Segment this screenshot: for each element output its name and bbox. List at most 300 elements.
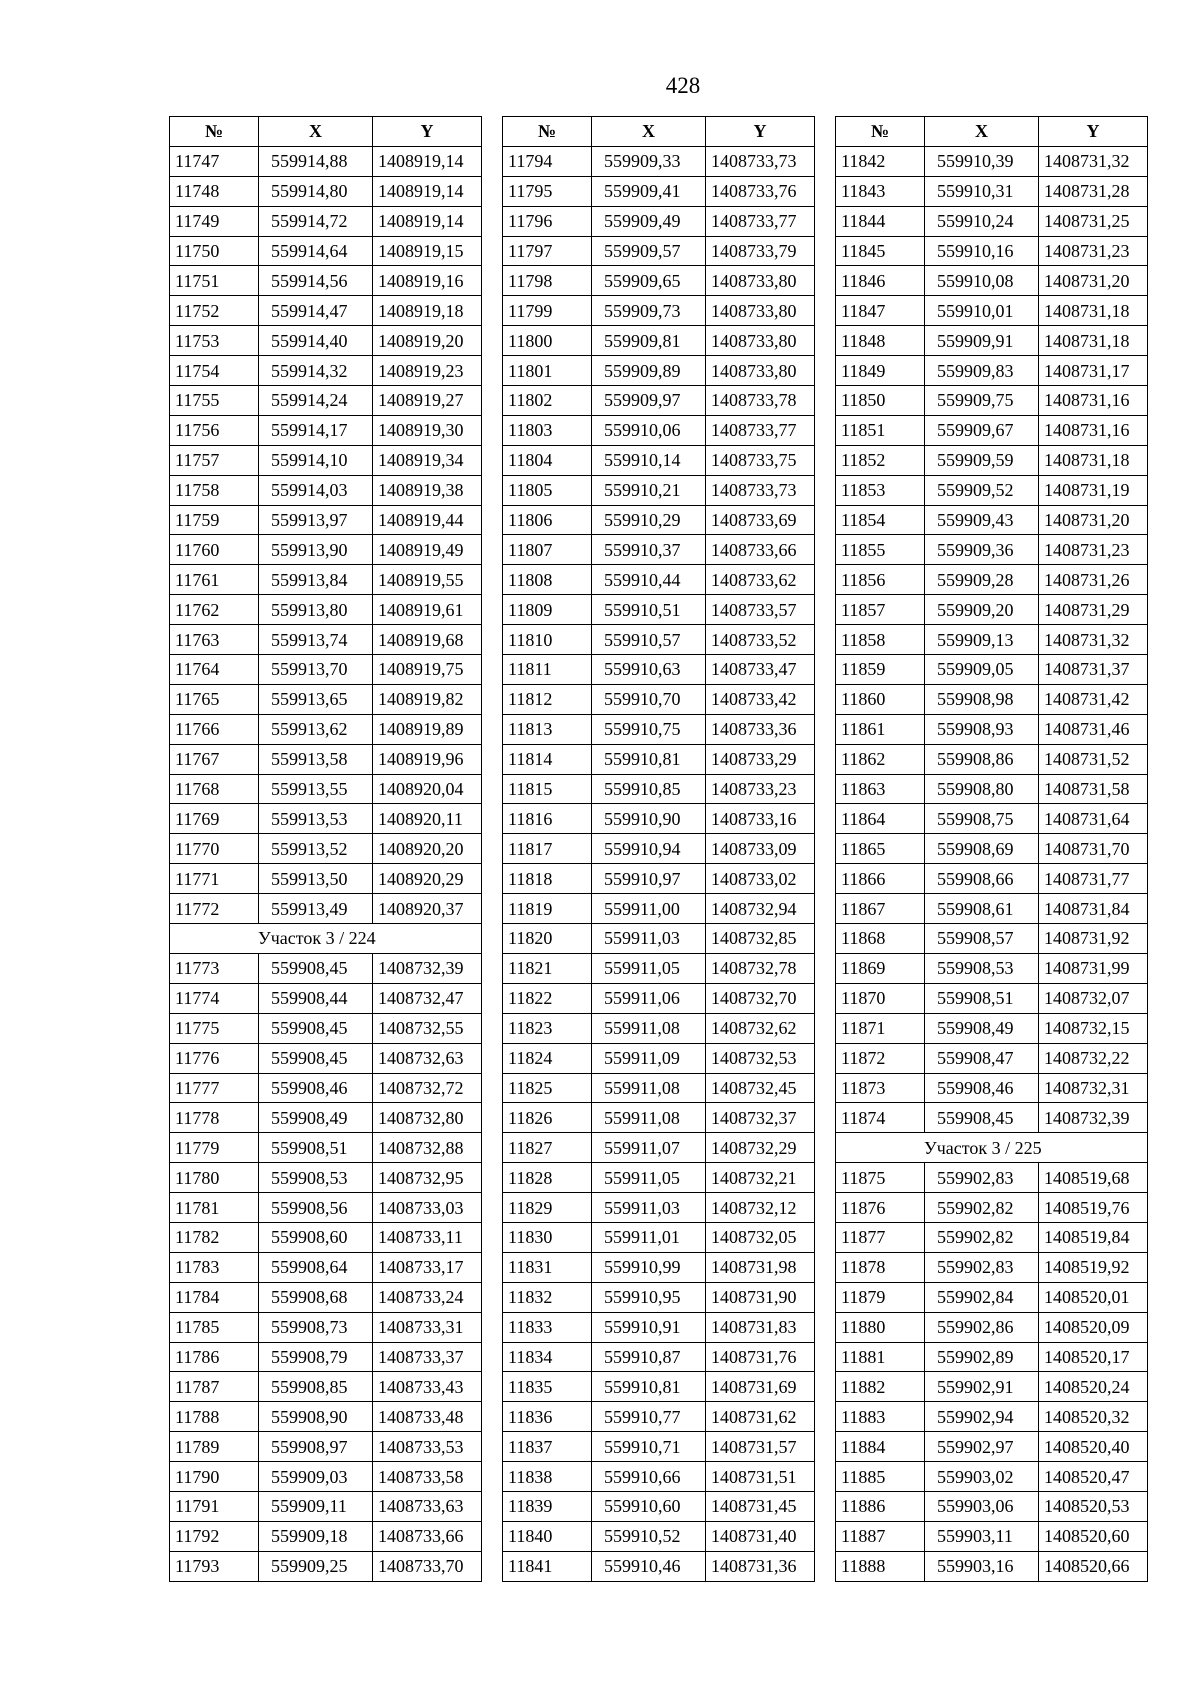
x-coordinate-cell: 559911,03 — [592, 924, 706, 954]
point-number-cell: 11769 — [170, 804, 259, 834]
x-coordinate-cell: 559908,46 — [925, 1073, 1039, 1103]
table-row — [170, 1073, 482, 1103]
x-coordinate-cell: 559909,20 — [925, 595, 1039, 625]
y-coordinate-cell: 1408731,40 — [706, 1521, 815, 1551]
table-row — [836, 475, 1148, 505]
x-coordinate-cell: 559910,31 — [925, 176, 1039, 206]
table-row — [503, 983, 815, 1013]
x-coordinate-cell: 559913,62 — [259, 714, 373, 744]
point-number-cell: 11752 — [170, 296, 259, 326]
x-coordinate-cell: 559911,05 — [592, 953, 706, 983]
table-row — [503, 744, 815, 774]
table-row — [503, 1491, 815, 1521]
table-row — [836, 1342, 1148, 1372]
point-number-cell: 11853 — [836, 475, 925, 505]
x-coordinate-cell: 559914,64 — [259, 236, 373, 266]
point-number-cell: 11886 — [836, 1491, 925, 1521]
x-coordinate-cell: 559908,69 — [925, 834, 1039, 864]
y-coordinate-cell: 1408919,30 — [373, 415, 482, 445]
x-coordinate-cell: 559902,94 — [925, 1402, 1039, 1432]
y-coordinate-cell: 1408731,92 — [1039, 924, 1148, 954]
table-row — [836, 1402, 1148, 1432]
point-number-cell: 11816 — [503, 804, 592, 834]
point-number-cell: 11849 — [836, 356, 925, 386]
y-coordinate-cell: 1408733,24 — [373, 1282, 482, 1312]
section-row — [836, 1133, 1148, 1163]
point-number-cell: 11791 — [170, 1491, 259, 1521]
table-row — [170, 296, 482, 326]
point-number-cell: 11808 — [503, 565, 592, 595]
table-row — [836, 1222, 1148, 1252]
y-coordinate-cell: 1408733,37 — [373, 1342, 482, 1372]
point-number-cell: 11877 — [836, 1222, 925, 1252]
x-coordinate-cell: 559913,49 — [259, 894, 373, 924]
table-row — [503, 475, 815, 505]
point-number-cell: 11748 — [170, 176, 259, 206]
point-number-cell: 11867 — [836, 894, 925, 924]
x-coordinate-cell: 559908,49 — [259, 1103, 373, 1133]
table-row — [170, 1402, 482, 1432]
table-row — [836, 864, 1148, 894]
y-coordinate-cell: 1408732,22 — [1039, 1043, 1148, 1073]
x-coordinate-cell: 559914,47 — [259, 296, 373, 326]
y-coordinate-cell: 1408919,23 — [373, 356, 482, 386]
x-coordinate-cell: 559908,60 — [259, 1222, 373, 1252]
y-coordinate-cell: 1408731,23 — [1039, 535, 1148, 565]
point-number-cell: 11831 — [503, 1252, 592, 1282]
x-coordinate-cell: 559909,67 — [925, 415, 1039, 445]
table-row — [170, 684, 482, 714]
y-coordinate-cell: 1408732,72 — [373, 1073, 482, 1103]
table-row — [503, 864, 815, 894]
point-number-cell: 11764 — [170, 655, 259, 685]
table-header-row — [836, 117, 1148, 147]
point-number-cell: 11787 — [170, 1372, 259, 1402]
x-coordinate-cell: 559909,11 — [259, 1491, 373, 1521]
y-coordinate-cell: 1408919,68 — [373, 625, 482, 655]
x-coordinate-cell: 559908,44 — [259, 983, 373, 1013]
point-number-cell: 11848 — [836, 326, 925, 356]
point-number-cell: 11795 — [503, 176, 592, 206]
x-coordinate-cell: 559910,94 — [592, 834, 706, 864]
table-row — [836, 535, 1148, 565]
x-coordinate-cell: 559908,86 — [925, 744, 1039, 774]
x-coordinate-cell: 559910,16 — [925, 236, 1039, 266]
y-coordinate-cell: 1408731,23 — [1039, 236, 1148, 266]
point-number-cell: 11855 — [836, 535, 925, 565]
point-number-cell: 11846 — [836, 266, 925, 296]
header-num: № — [836, 117, 925, 147]
point-number-cell: 11868 — [836, 924, 925, 954]
table-row — [503, 1133, 815, 1163]
table-row — [170, 1312, 482, 1342]
point-number-cell: 11847 — [836, 296, 925, 326]
x-coordinate-cell: 559914,40 — [259, 326, 373, 356]
table-row — [836, 744, 1148, 774]
table-row — [503, 1013, 815, 1043]
point-number-cell: 11775 — [170, 1013, 259, 1043]
y-coordinate-cell: 1408919,14 — [373, 146, 482, 176]
y-coordinate-cell: 1408919,44 — [373, 505, 482, 535]
x-coordinate-cell: 559913,58 — [259, 744, 373, 774]
point-number-cell: 11860 — [836, 684, 925, 714]
y-coordinate-cell: 1408733,79 — [706, 236, 815, 266]
header-y: Y — [373, 117, 482, 147]
point-number-cell: 11805 — [503, 475, 592, 505]
point-number-cell: 11884 — [836, 1432, 925, 1462]
x-coordinate-cell: 559914,72 — [259, 206, 373, 236]
table-row — [503, 505, 815, 535]
point-number-cell: 11834 — [503, 1342, 592, 1372]
y-coordinate-cell: 1408920,20 — [373, 834, 482, 864]
point-number-cell: 11799 — [503, 296, 592, 326]
table-row — [503, 714, 815, 744]
point-number-cell: 11753 — [170, 326, 259, 356]
y-coordinate-cell: 1408733,62 — [706, 565, 815, 595]
x-coordinate-cell: 559910,24 — [925, 206, 1039, 236]
x-coordinate-cell: 559910,21 — [592, 475, 706, 505]
y-coordinate-cell: 1408520,47 — [1039, 1462, 1148, 1492]
y-coordinate-cell: 1408733,80 — [706, 296, 815, 326]
y-coordinate-cell: 1408919,75 — [373, 655, 482, 685]
point-number-cell: 11793 — [170, 1551, 259, 1581]
y-coordinate-cell: 1408733,42 — [706, 684, 815, 714]
table-row — [503, 386, 815, 416]
y-coordinate-cell: 1408733,66 — [373, 1521, 482, 1551]
table-row — [503, 565, 815, 595]
point-number-cell: 11823 — [503, 1013, 592, 1043]
point-number-cell: 11872 — [836, 1043, 925, 1073]
point-number-cell: 11789 — [170, 1432, 259, 1462]
y-coordinate-cell: 1408731,20 — [1039, 505, 1148, 535]
table-header-row — [170, 117, 482, 147]
x-coordinate-cell: 559909,25 — [259, 1551, 373, 1581]
x-coordinate-cell: 559908,85 — [259, 1372, 373, 1402]
y-coordinate-cell: 1408919,27 — [373, 386, 482, 416]
table-row — [170, 1432, 482, 1462]
x-coordinate-cell: 559910,52 — [592, 1521, 706, 1551]
x-coordinate-cell: 559902,82 — [925, 1193, 1039, 1223]
table-row — [170, 953, 482, 983]
x-coordinate-cell: 559910,95 — [592, 1282, 706, 1312]
table-row — [836, 1163, 1148, 1193]
point-number-cell: 11765 — [170, 684, 259, 714]
x-coordinate-cell: 559911,07 — [592, 1133, 706, 1163]
table-row — [836, 1312, 1148, 1342]
point-number-cell: 11756 — [170, 415, 259, 445]
table-row — [170, 326, 482, 356]
y-coordinate-cell: 1408731,18 — [1039, 296, 1148, 326]
table-row — [836, 983, 1148, 1013]
x-coordinate-cell: 559909,36 — [925, 535, 1039, 565]
point-number-cell: 11826 — [503, 1103, 592, 1133]
y-coordinate-cell: 1408732,55 — [373, 1013, 482, 1043]
y-coordinate-cell: 1408732,78 — [706, 953, 815, 983]
point-number-cell: 11800 — [503, 326, 592, 356]
table-row — [170, 415, 482, 445]
table-row — [836, 684, 1148, 714]
y-coordinate-cell: 1408733,80 — [706, 266, 815, 296]
x-coordinate-cell: 559910,87 — [592, 1342, 706, 1372]
point-number-cell: 11844 — [836, 206, 925, 236]
x-coordinate-cell: 559909,33 — [592, 146, 706, 176]
x-coordinate-cell: 559908,45 — [259, 1013, 373, 1043]
table-row — [836, 1013, 1148, 1043]
x-coordinate-cell: 559914,17 — [259, 415, 373, 445]
point-number-cell: 11838 — [503, 1462, 592, 1492]
table-row — [503, 535, 815, 565]
table-row — [503, 1193, 815, 1223]
point-number-cell: 11788 — [170, 1402, 259, 1432]
y-coordinate-cell: 1408919,82 — [373, 684, 482, 714]
point-number-cell: 11770 — [170, 834, 259, 864]
x-coordinate-cell: 559913,97 — [259, 505, 373, 535]
point-number-cell: 11814 — [503, 744, 592, 774]
y-coordinate-cell: 1408519,76 — [1039, 1193, 1148, 1223]
point-number-cell: 11762 — [170, 595, 259, 625]
x-coordinate-cell: 559909,75 — [925, 386, 1039, 416]
x-coordinate-cell: 559913,50 — [259, 864, 373, 894]
x-coordinate-cell: 559910,70 — [592, 684, 706, 714]
table-row — [170, 1372, 482, 1402]
x-coordinate-cell: 559914,24 — [259, 386, 373, 416]
point-number-cell: 11850 — [836, 386, 925, 416]
x-coordinate-cell: 559910,91 — [592, 1312, 706, 1342]
y-coordinate-cell: 1408920,04 — [373, 774, 482, 804]
x-coordinate-cell: 559909,73 — [592, 296, 706, 326]
x-coordinate-cell: 559913,74 — [259, 625, 373, 655]
x-coordinate-cell: 559910,29 — [592, 505, 706, 535]
x-coordinate-cell: 559910,63 — [592, 655, 706, 685]
y-coordinate-cell: 1408920,37 — [373, 894, 482, 924]
y-coordinate-cell: 1408733,11 — [373, 1222, 482, 1252]
y-coordinate-cell: 1408733,69 — [706, 505, 815, 535]
table-row — [503, 1043, 815, 1073]
table-row — [503, 774, 815, 804]
point-number-cell: 11801 — [503, 356, 592, 386]
y-coordinate-cell: 1408732,37 — [706, 1103, 815, 1133]
table-row — [836, 1432, 1148, 1462]
x-coordinate-cell: 559908,90 — [259, 1402, 373, 1432]
y-coordinate-cell: 1408732,29 — [706, 1133, 815, 1163]
point-number-cell: 11771 — [170, 864, 259, 894]
x-coordinate-cell: 559908,46 — [259, 1073, 373, 1103]
point-number-cell: 11818 — [503, 864, 592, 894]
section-label: Участок 3 / 224 — [170, 924, 482, 954]
point-number-cell: 11879 — [836, 1282, 925, 1312]
y-coordinate-cell: 1408731,52 — [1039, 744, 1148, 774]
table-row — [836, 146, 1148, 176]
table-row — [503, 894, 815, 924]
table-row — [170, 744, 482, 774]
y-coordinate-cell: 1408732,05 — [706, 1222, 815, 1252]
x-coordinate-cell: 559909,28 — [925, 565, 1039, 595]
point-number-cell: 11841 — [503, 1551, 592, 1581]
point-number-cell: 11821 — [503, 953, 592, 983]
y-coordinate-cell: 1408731,77 — [1039, 864, 1148, 894]
header-y: Y — [1039, 117, 1148, 147]
table-row — [836, 176, 1148, 206]
x-coordinate-cell: 559910,51 — [592, 595, 706, 625]
point-number-cell: 11875 — [836, 1163, 925, 1193]
table-row — [503, 1551, 815, 1581]
y-coordinate-cell: 1408732,39 — [1039, 1103, 1148, 1133]
point-number-cell: 11807 — [503, 535, 592, 565]
table-row — [836, 356, 1148, 386]
y-coordinate-cell: 1408731,70 — [1039, 834, 1148, 864]
table-row — [503, 953, 815, 983]
y-coordinate-cell: 1408731,19 — [1039, 475, 1148, 505]
header-x: X — [925, 117, 1039, 147]
x-coordinate-cell: 559908,56 — [259, 1193, 373, 1223]
point-number-cell: 11822 — [503, 983, 592, 1013]
x-coordinate-cell: 559902,89 — [925, 1342, 1039, 1372]
x-coordinate-cell: 559911,08 — [592, 1013, 706, 1043]
x-coordinate-cell: 559914,56 — [259, 266, 373, 296]
table-row — [503, 176, 815, 206]
y-coordinate-cell: 1408919,14 — [373, 176, 482, 206]
x-coordinate-cell: 559914,32 — [259, 356, 373, 386]
y-coordinate-cell: 1408731,83 — [706, 1312, 815, 1342]
x-coordinate-cell: 559910,81 — [592, 744, 706, 774]
y-coordinate-cell: 1408732,95 — [373, 1163, 482, 1193]
point-number-cell: 11825 — [503, 1073, 592, 1103]
point-number-cell: 11835 — [503, 1372, 592, 1402]
y-coordinate-cell: 1408733,78 — [706, 386, 815, 416]
y-coordinate-cell: 1408732,53 — [706, 1043, 815, 1073]
point-number-cell: 11754 — [170, 356, 259, 386]
y-coordinate-cell: 1408733,47 — [706, 655, 815, 685]
point-number-cell: 11820 — [503, 924, 592, 954]
table-row — [503, 1103, 815, 1133]
table-row — [836, 1252, 1148, 1282]
y-coordinate-cell: 1408919,20 — [373, 326, 482, 356]
point-number-cell: 11851 — [836, 415, 925, 445]
x-coordinate-cell: 559913,70 — [259, 655, 373, 685]
point-number-cell: 11882 — [836, 1372, 925, 1402]
y-coordinate-cell: 1408733,02 — [706, 864, 815, 894]
table-row — [503, 625, 815, 655]
table-row — [170, 1252, 482, 1282]
y-coordinate-cell: 1408733,48 — [373, 1402, 482, 1432]
x-coordinate-cell: 559910,57 — [592, 625, 706, 655]
x-coordinate-cell: 559909,91 — [925, 326, 1039, 356]
table-row — [836, 1372, 1148, 1402]
table-row — [503, 655, 815, 685]
point-number-cell: 11766 — [170, 714, 259, 744]
point-number-cell: 11833 — [503, 1312, 592, 1342]
y-coordinate-cell: 1408731,28 — [1039, 176, 1148, 206]
x-coordinate-cell: 559911,05 — [592, 1163, 706, 1193]
table-row — [503, 924, 815, 954]
x-coordinate-cell: 559914,10 — [259, 445, 373, 475]
point-number-cell: 11782 — [170, 1222, 259, 1252]
table-row — [836, 1551, 1148, 1581]
point-number-cell: 11873 — [836, 1073, 925, 1103]
table-row — [170, 535, 482, 565]
table-row — [170, 1163, 482, 1193]
point-number-cell: 11812 — [503, 684, 592, 714]
x-coordinate-cell: 559910,08 — [925, 266, 1039, 296]
point-number-cell: 11809 — [503, 595, 592, 625]
table-row — [503, 1073, 815, 1103]
point-number-cell: 11858 — [836, 625, 925, 655]
x-coordinate-cell: 559902,83 — [925, 1252, 1039, 1282]
y-coordinate-cell: 1408733,66 — [706, 535, 815, 565]
table-row — [170, 445, 482, 475]
table-row — [836, 415, 1148, 445]
point-number-cell: 11863 — [836, 774, 925, 804]
y-coordinate-cell: 1408731,32 — [1039, 146, 1148, 176]
x-coordinate-cell: 559914,03 — [259, 475, 373, 505]
table-row — [170, 1282, 482, 1312]
x-coordinate-cell: 559913,53 — [259, 804, 373, 834]
table-row — [836, 804, 1148, 834]
table-row — [170, 146, 482, 176]
y-coordinate-cell: 1408733,80 — [706, 326, 815, 356]
point-number-cell: 11768 — [170, 774, 259, 804]
y-coordinate-cell: 1408520,66 — [1039, 1551, 1148, 1581]
x-coordinate-cell: 559908,53 — [259, 1163, 373, 1193]
table-row — [836, 1521, 1148, 1551]
table-row — [503, 1282, 815, 1312]
table-row — [503, 595, 815, 625]
point-number-cell: 11797 — [503, 236, 592, 266]
y-coordinate-cell: 1408731,36 — [706, 1551, 815, 1581]
point-number-cell: 11776 — [170, 1043, 259, 1073]
y-coordinate-cell: 1408731,16 — [1039, 415, 1148, 445]
table-row — [503, 146, 815, 176]
point-number-cell: 11854 — [836, 505, 925, 535]
y-coordinate-cell: 1408733,57 — [706, 595, 815, 625]
x-coordinate-cell: 559913,65 — [259, 684, 373, 714]
y-coordinate-cell: 1408731,46 — [1039, 714, 1148, 744]
y-coordinate-cell: 1408732,15 — [1039, 1013, 1148, 1043]
y-coordinate-cell: 1408731,37 — [1039, 655, 1148, 685]
x-coordinate-cell: 559909,03 — [259, 1462, 373, 1492]
y-coordinate-cell: 1408731,18 — [1039, 326, 1148, 356]
y-coordinate-cell: 1408919,49 — [373, 535, 482, 565]
x-coordinate-cell: 559902,82 — [925, 1222, 1039, 1252]
table-row — [170, 1013, 482, 1043]
y-coordinate-cell: 1408731,62 — [706, 1402, 815, 1432]
section-row — [170, 924, 482, 954]
table-row — [836, 625, 1148, 655]
table-row — [503, 415, 815, 445]
y-coordinate-cell: 1408733,53 — [373, 1432, 482, 1462]
x-coordinate-cell: 559911,00 — [592, 894, 706, 924]
y-coordinate-cell: 1408733,23 — [706, 774, 815, 804]
x-coordinate-cell: 559908,80 — [925, 774, 1039, 804]
y-coordinate-cell: 1408731,45 — [706, 1491, 815, 1521]
table-row — [170, 1103, 482, 1133]
table-row — [170, 1133, 482, 1163]
point-number-cell: 11749 — [170, 206, 259, 236]
y-coordinate-cell: 1408731,84 — [1039, 894, 1148, 924]
table-row — [170, 176, 482, 206]
table-row — [170, 505, 482, 535]
x-coordinate-cell: 559908,45 — [925, 1103, 1039, 1133]
table-row — [836, 655, 1148, 685]
point-number-cell: 11824 — [503, 1043, 592, 1073]
x-coordinate-cell: 559909,18 — [259, 1521, 373, 1551]
y-coordinate-cell: 1408733,52 — [706, 625, 815, 655]
y-coordinate-cell: 1408731,57 — [706, 1432, 815, 1462]
y-coordinate-cell: 1408520,53 — [1039, 1491, 1148, 1521]
point-number-cell: 11767 — [170, 744, 259, 774]
table-row — [836, 1043, 1148, 1073]
header-num: № — [503, 117, 592, 147]
